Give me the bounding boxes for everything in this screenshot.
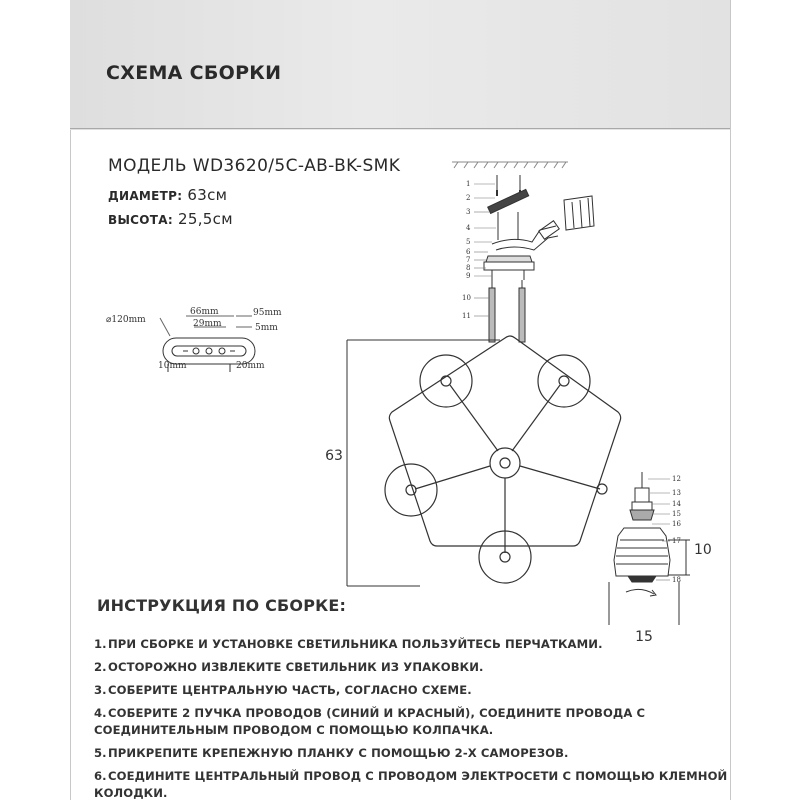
model-label: МОДЕЛЬ	[108, 156, 187, 176]
part-label-8: 8	[466, 264, 471, 272]
part-label-9: 9	[466, 272, 471, 280]
bracket-20-label: 20mm	[236, 361, 265, 371]
ceiling-hatch	[452, 162, 568, 168]
part-label-11: 11	[462, 312, 471, 320]
part-label-16: 16	[672, 520, 681, 528]
part-label-3: 3	[466, 208, 471, 216]
part-label-13: 13	[672, 489, 681, 497]
instruction-step: 3.СОБЕРИТЕ ЦЕНТРАЛЬНУЮ ЧАСТЬ, СОГЛАСНО СХЕМЕ.	[94, 683, 472, 697]
instruction-step: 1.ПРИ СБОРКЕ И УСТАНОВКЕ СВЕТИЛЬНИКА ПОЛЬЗУЙТЕСЬ ПЕРЧАТКАМИ.	[94, 637, 603, 651]
shade-width-label: 15	[635, 629, 653, 645]
bracket-66-label: 66mm	[190, 307, 219, 317]
part-labels-top	[462, 180, 471, 320]
model-code: WD3620/5C-AB-BK-SMK	[192, 156, 401, 176]
part-label-5: 5	[466, 238, 471, 246]
part-label-18: 18	[672, 576, 681, 584]
part-label-4: 4	[466, 224, 471, 232]
instruction-step: 2.ОСТОРОЖНО ИЗВЛЕКИТЕ СВЕТИЛЬНИК ИЗ УПАКОВКИ.	[94, 660, 484, 674]
part-label-6: 6	[466, 248, 471, 256]
height-label: ВЫСОТА:	[108, 213, 173, 227]
page-title: СХЕМА СБОРКИ	[106, 62, 282, 84]
bracket-10-label: 10mm	[158, 361, 187, 371]
instruction-step: 4.СОБЕРИТЕ 2 ПУЧКА ПРОВОДОВ (СИНИЙ И КРАСНЫЙ), СОЕДИНИТЕ ПРОВОДА С СОЕДИНИТЕЛЬНЫМ ПРОВОДОМ С ПОМОЩЬЮ КОЛПАЧКА.	[94, 706, 646, 737]
mount-exploded-view	[484, 175, 594, 342]
leader-lines-side	[648, 479, 670, 580]
bracket-29-label: 29mm	[193, 319, 222, 329]
bracket-5-label: 5mm	[255, 323, 278, 333]
part-label-2: 2	[466, 194, 471, 202]
instruction-step: 5.ПРИКРЕПИТЕ КРЕПЕЖНУЮ ПЛАНКУ С ПОМОЩЬЮ 2-Х САМОРЕЗОВ.	[94, 746, 569, 760]
part-label-10: 10	[462, 294, 471, 302]
shade-height-label: 10	[694, 542, 712, 558]
bracket-labels	[106, 307, 282, 371]
bracket-95-label: 95mm	[253, 308, 282, 318]
diameter-label: ДИАМЕТР:	[108, 189, 183, 203]
part-label-7: 7	[466, 256, 471, 264]
part-label-14: 14	[672, 500, 681, 508]
part-labels-side	[672, 475, 681, 584]
diameter-dimension-label: 63	[325, 448, 343, 464]
chandelier-plan	[385, 336, 621, 583]
diameter-value: 63см	[187, 186, 228, 204]
bracket-dia-label: ⌀120mm	[106, 315, 146, 325]
part-label-1: 1	[466, 180, 471, 188]
instructions-title: ИНСТРУКЦИЯ ПО СБОРКЕ:	[97, 596, 347, 615]
instruction-step: 6.СОЕДИНИТЕ ЦЕНТРАЛЬНЫЙ ПРОВОД С ПРОВОДОМ ЭЛЕКТРОСЕТИ С ПОМОЩЬЮ КЛЕМНОЙ КОЛОДКИ.	[94, 769, 728, 800]
diameter-dimension	[347, 340, 500, 586]
part-label-17: 17	[672, 537, 681, 545]
instructions-list	[94, 636, 734, 808]
part-label-12: 12	[672, 475, 681, 483]
part-label-15: 15	[672, 510, 681, 518]
height-value: 25,5см	[178, 210, 233, 228]
